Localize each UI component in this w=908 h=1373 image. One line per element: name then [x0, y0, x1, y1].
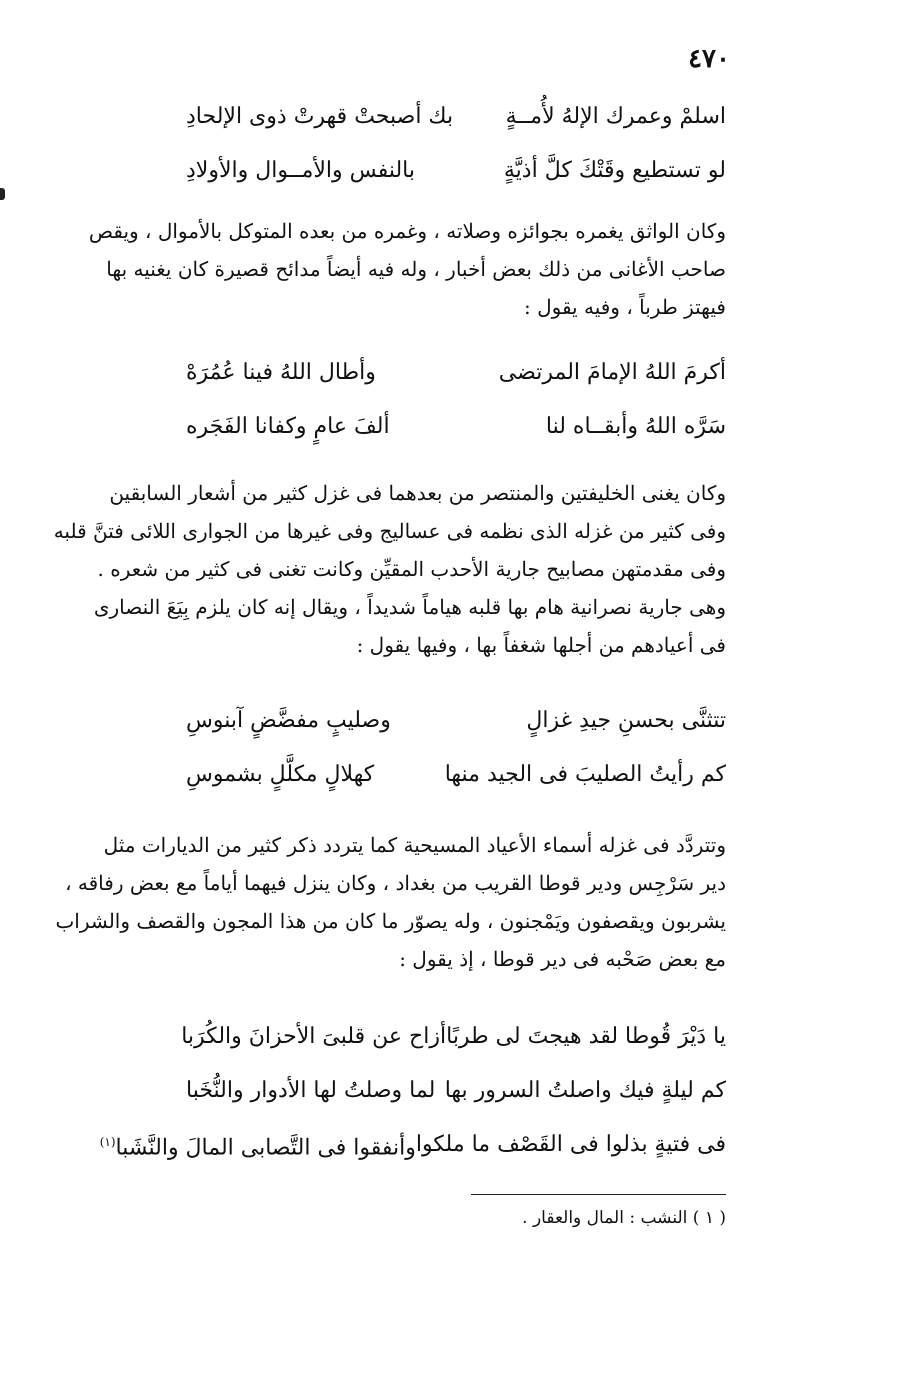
- verse-second-hemistich: لما وصلتُ لها الأدوار والنُّخَبا: [186, 1078, 436, 1103]
- prose-line: فيهتز طرباً ، وفيه يقول :: [523, 295, 726, 319]
- verse-first-hemistich: لو تستطيع وقَتْكَ كلَّ أذيَّةٍ: [503, 158, 726, 183]
- footnote-divider: [471, 1194, 726, 1195]
- verse-first-hemistich: أكرمَ اللهُ الإمامَ المرتضى: [498, 360, 726, 385]
- verse-first-hemistich: كم ليلةٍ فيك واصلتُ السرور بها: [444, 1078, 726, 1103]
- verse-first-hemistich: اسلمْ وعمرك الإلهُ لأُمــةٍ: [505, 104, 726, 129]
- verse-line: [186, 90, 726, 144]
- prose-line: فى أعيادهم من أجلها شغفاً بها ، وفيها يقول :: [356, 633, 726, 657]
- paragraph-3: [55, 826, 726, 978]
- prose-line: دير سَرْجِس ودير قوطا القريب من بغداد ، وكان ينزل فيهما أياماً مع بعض رفاقه ،: [65, 871, 726, 895]
- poem-3: [186, 694, 726, 802]
- verse-line: [181, 1010, 726, 1064]
- verse-line: [99, 1118, 726, 1172]
- verse-line: [186, 144, 726, 198]
- verse-first-hemistich: تتثنَّى بحسنِ جيدِ غزالٍ: [526, 708, 726, 733]
- verse-line: [186, 694, 726, 748]
- verse-first-hemistich: سَرَّه اللهُ وأبقــاه لنا: [545, 414, 726, 439]
- verse-line: [186, 400, 726, 454]
- verse-second-hemistich: وأطال اللهُ فينا عُمُرَهْ: [186, 360, 376, 385]
- verse-second-hemistich: بالنفس والأمــوال والأولادِ: [186, 158, 416, 183]
- page-edge-mark: [0, 188, 5, 200]
- verse-first-hemistich: يا دَيْرَ قُوطا لقد هيجتَ لى طربًا: [446, 1024, 726, 1049]
- footnote-marker: (١): [99, 1134, 116, 1149]
- prose-line: يشربون ويقصفون ويَمْجنون ، وله يصوّر ما كان من هذا المجون والقصف والشراب: [55, 909, 726, 933]
- poem-1: [186, 90, 726, 198]
- paragraph-2: [53, 474, 726, 664]
- verse-second-hemistich: وصليبٍ مفضَّضٍ آبنوسِ: [186, 708, 391, 733]
- verse-line: [186, 346, 726, 400]
- verse-second-hemistich: ألفَ عامٍ وكفانا الفَجَره: [186, 414, 390, 439]
- verse-second-hemistich-text: وأنفقوا فى التَّصابى المالَ والنَّشَبا: [115, 1135, 416, 1161]
- footnote: ( ١ ) النشب : المال والعقار .: [522, 1208, 726, 1228]
- verse-second-hemistich: كهلالٍ مكلَّلٍ بشموسِ: [186, 762, 375, 787]
- prose-line: صاحب الأغانى من ذلك بعض أخبار ، وله فيه أيضاً مدائح قصيرة كان يغنيه بها: [106, 257, 726, 281]
- verse-line: [186, 748, 726, 802]
- verse-first-hemistich: فى فتيةٍ بذلوا فى القَصْف ما ملكوا: [415, 1132, 726, 1157]
- prose-line: وفى مقدمتهن مصابيح جارية الأحدب المقيِّن وكانت تغنى فى كثير من شعره .: [97, 557, 726, 581]
- prose-line: وتتردَّد فى غزله أسماء الأعياد المسيحية كما يتردد ذكر كثير من الديارات مثل: [103, 833, 726, 857]
- prose-line: مع بعض صَحْبه فى دير قوطا ، إذ يقول :: [399, 947, 726, 971]
- prose-line: وهى جارية نصرانية هام بها قلبه هياماً شديداً ، ويقال إنه كان يلزم بِيَعَ النصارى: [93, 595, 726, 619]
- verse-second-hemistich: أزاح عن قلبىَ الأحزانَ والكُرَبا: [181, 1024, 447, 1049]
- verse-second-hemistich: [100, 1115, 416, 1175]
- poem-2: [186, 346, 726, 454]
- verse-second-hemistich: بك أصبحتْ قهرتْ ذوى الإلحادِ: [186, 104, 454, 129]
- prose-line: وفى كثير من غزله الذى نظمه فى عساليج وفى غيرها من الجوارى اللائى فتنَّ قلبه: [53, 519, 726, 543]
- paragraph-1: [88, 212, 726, 326]
- prose-line: وكان الواثق يغمره بجوائزه وصلاته ، وغمره من بعده المتوكل بالأموال ، ويقص: [88, 219, 726, 243]
- page-number: ٤٧٠: [688, 44, 730, 74]
- prose-line: وكان يغنى الخليفتين والمنتصر من بعدهما فى غزل كثير من أشعار السابقين: [109, 481, 726, 505]
- verse-first-hemistich: كم رأيتُ الصليبَ فى الجيد منها: [444, 762, 726, 787]
- poem-4: [99, 1010, 726, 1172]
- verse-line: [186, 1064, 726, 1118]
